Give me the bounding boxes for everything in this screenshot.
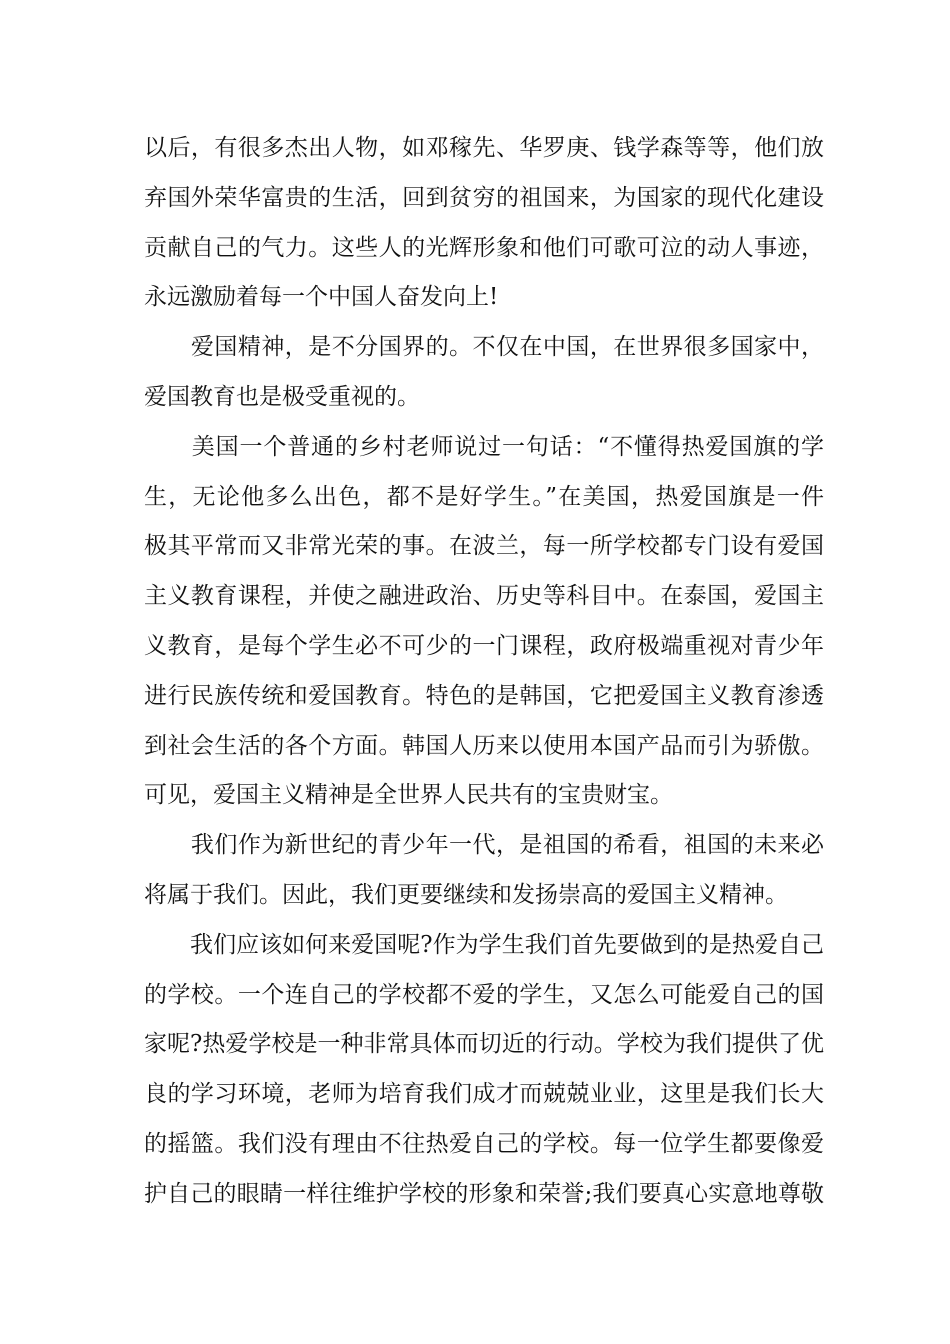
text-line: 主义教育课程，并使之融进政治、历史等科目中。在泰国，爱国主 [144, 583, 824, 610]
paragraph-4 [144, 821, 824, 921]
text-line: 爱国教育也是极受重视的。 [144, 383, 420, 410]
text-line: 我们应该如何来爱国呢?作为学生我们首先要做到的是热爱自己 [144, 931, 824, 958]
paragraph-1 [144, 124, 824, 323]
text-line: 我们作为新世纪的青少年一代，是祖国的希看，祖国的未来必 [144, 832, 824, 859]
text-line: 美国一个普通的乡村老师说过一句话：“不懂得热爱国旗的学 [144, 433, 824, 460]
text-line: 贡献自己的气力。这些人的光辉形象和他们可歌可泣的动人事迹， [144, 234, 824, 261]
text-line: 永远激励着每一个中国人奋发向上! [144, 284, 499, 311]
text-line: 弃国外荣华富贵的生活，回到贫穷的祖国来，为国家的现代化建设 [144, 184, 824, 211]
text-line: 极其平常而又非常光荣的事。在波兰，每一所学校都专门设有爱国 [144, 533, 824, 560]
text-line: 将属于我们。因此，我们更要继续和发扬崇高的爱国主义精神。 [144, 881, 788, 908]
body-text [144, 124, 824, 1220]
paragraph-5 [144, 921, 824, 1220]
text-line: 以后，有很多杰出人物，如邓稼先、华罗庚、钱学森等等，他们放 [144, 135, 824, 161]
text-line: 的学校。一个连自己的学校都不爱的学生，又怎么可能爱自己的国 [144, 981, 824, 1008]
text-line: 爱国精神，是不分国界的。不仅在中国，在世界很多国家中， [144, 334, 824, 361]
paragraph-3 [144, 423, 824, 821]
text-line: 良的学习环境，老师为培育我们成才而兢兢业业，这里是我们长大 [144, 1081, 824, 1108]
text-line: 的摇篮。我们没有理由不往热爱自己的学校。每一位学生都要像爱 [144, 1130, 824, 1157]
text-line: 生，无论他多么出色，都不是好学生。”在美国，热爱国旗是一件 [144, 483, 824, 510]
text-line: 护自己的眼睛一样往维护学校的形象和荣誉;我们要真心实意地尊敬 [144, 1180, 824, 1207]
text-line: 可见，爱国主义精神是全世界人民共有的宝贵财宝。 [144, 782, 673, 809]
text-line: 家呢?热爱学校是一种非常具体而切近的行动。学校为我们提供了优 [144, 1031, 824, 1058]
text-line: 进行民族传统和爱国教育。特色的是韩国，它把爱国主义教育渗透 [144, 682, 824, 709]
paragraph-2 [144, 323, 824, 423]
text-line: 到社会生活的各个方面。韩国人历来以使用本国产品而引为骄傲。 [144, 732, 824, 759]
text-line: 义教育，是每个学生必不可少的一门课程，政府极端重视对青少年 [144, 632, 824, 659]
